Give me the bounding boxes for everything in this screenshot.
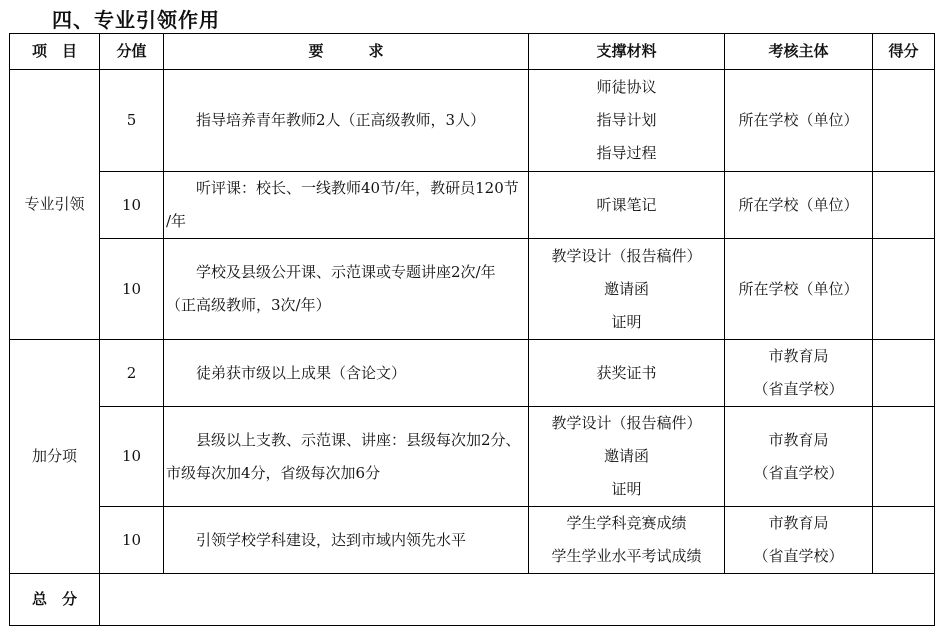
requirement-line: 听评课：校长、一线教师40节/年，教研员120节 bbox=[196, 179, 519, 197]
materials-cell bbox=[529, 507, 725, 574]
assessor-line: 所在学校（单位） bbox=[738, 279, 859, 298]
score-cell bbox=[873, 507, 935, 574]
assessor-cell bbox=[725, 340, 873, 407]
material-line: 邀请函 bbox=[603, 279, 649, 298]
assessor-cell bbox=[725, 407, 873, 507]
materials-cell bbox=[529, 70, 725, 172]
material-line: 指导计划 bbox=[596, 111, 657, 129]
assessor-line: 市教育局 bbox=[768, 514, 829, 532]
header-score: 得分 bbox=[873, 34, 935, 70]
requirement-cell bbox=[164, 407, 529, 507]
score-value-cell: 2 bbox=[100, 340, 164, 407]
evaluation-table bbox=[9, 33, 935, 626]
header-requirement: 要 求 bbox=[164, 34, 529, 70]
assessor-cell bbox=[725, 239, 873, 340]
table-row bbox=[10, 407, 935, 507]
requirement-line: 引领学校学科建设，达到市域内领先水平 bbox=[196, 530, 467, 549]
requirement-cell bbox=[164, 172, 529, 239]
table-row bbox=[10, 70, 935, 172]
header-score-value: 分值 bbox=[100, 34, 164, 70]
table-row bbox=[10, 340, 935, 407]
header-materials: 支撑材料 bbox=[529, 34, 725, 70]
materials-cell bbox=[529, 407, 725, 507]
requirement-cell bbox=[164, 507, 529, 574]
requirement-line: /年 bbox=[166, 212, 187, 230]
total-row bbox=[10, 574, 935, 626]
requirement-line: 县级以上支教、示范课、讲座：县级每次加2分、 bbox=[196, 430, 521, 449]
material-line: 证明 bbox=[611, 480, 642, 498]
header-row bbox=[10, 34, 935, 70]
group-professional-lead: 专业引领 bbox=[10, 70, 100, 340]
score-value-cell: 10 bbox=[100, 239, 164, 340]
material-line: 教学设计（报告稿件） bbox=[551, 414, 702, 432]
assessor-line: （省直学校） bbox=[753, 380, 844, 398]
score-cell bbox=[873, 239, 935, 340]
score-cell bbox=[873, 407, 935, 507]
score-cell bbox=[873, 70, 935, 172]
requirement-line: 市级每次加4分，省级每次加6分 bbox=[166, 463, 381, 482]
material-line: 指导过程 bbox=[596, 144, 657, 162]
table-row bbox=[10, 239, 935, 340]
material-line: 学生学科竞赛成绩 bbox=[566, 514, 687, 532]
requirement-line: 学校及县级公开课、示范课或专题讲座2次/年 bbox=[196, 263, 496, 281]
requirement-line: 徒弟获市级以上成果（含论文） bbox=[196, 363, 407, 382]
assessor-line: 市教育局 bbox=[768, 430, 829, 449]
score-cell bbox=[873, 172, 935, 239]
group-bonus: 加分项 bbox=[10, 340, 100, 574]
requirement-cell bbox=[164, 70, 529, 172]
total-value-cell bbox=[100, 574, 935, 626]
material-line: 学生学业水平考试成绩 bbox=[551, 547, 702, 565]
material-line: 教学设计（报告稿件） bbox=[551, 246, 702, 265]
materials-cell bbox=[529, 172, 725, 239]
assessor-cell bbox=[725, 172, 873, 239]
header-item: 项 目 bbox=[10, 34, 100, 70]
material-line: 证明 bbox=[611, 312, 642, 331]
score-value-cell: 10 bbox=[100, 172, 164, 239]
requirement-cell bbox=[164, 239, 529, 340]
material-line: 听课笔记 bbox=[596, 195, 657, 214]
requirement-cell bbox=[164, 340, 529, 407]
assessor-line: 市教育局 bbox=[768, 347, 829, 365]
assessor-cell bbox=[725, 70, 873, 172]
requirement-line: 指导培养青年教师2人（正高级教师，3人） bbox=[196, 111, 486, 129]
score-value-cell: 10 bbox=[100, 507, 164, 574]
material-line: 邀请函 bbox=[603, 447, 649, 465]
score-cell bbox=[873, 340, 935, 407]
materials-cell bbox=[529, 340, 725, 407]
assessor-line: （省直学校） bbox=[753, 547, 844, 565]
assessor-line: （省直学校） bbox=[753, 463, 844, 482]
assessor-line: 所在学校（单位） bbox=[738, 195, 859, 214]
assessor-cell bbox=[725, 507, 873, 574]
materials-cell bbox=[529, 239, 725, 340]
table-row bbox=[10, 507, 935, 574]
requirement-line: （正高级教师，3次/年） bbox=[166, 296, 331, 314]
assessor-line: 所在学校（单位） bbox=[738, 111, 859, 129]
section-title: 四、专业引领作用 bbox=[52, 8, 220, 32]
score-value-cell: 5 bbox=[100, 70, 164, 172]
material-line: 获奖证书 bbox=[596, 363, 657, 382]
score-value-cell: 10 bbox=[100, 407, 164, 507]
table-row bbox=[10, 172, 935, 239]
header-assessor: 考核主体 bbox=[725, 34, 873, 70]
material-line: 师徒协议 bbox=[596, 78, 657, 96]
total-label: 总 分 bbox=[10, 574, 100, 626]
